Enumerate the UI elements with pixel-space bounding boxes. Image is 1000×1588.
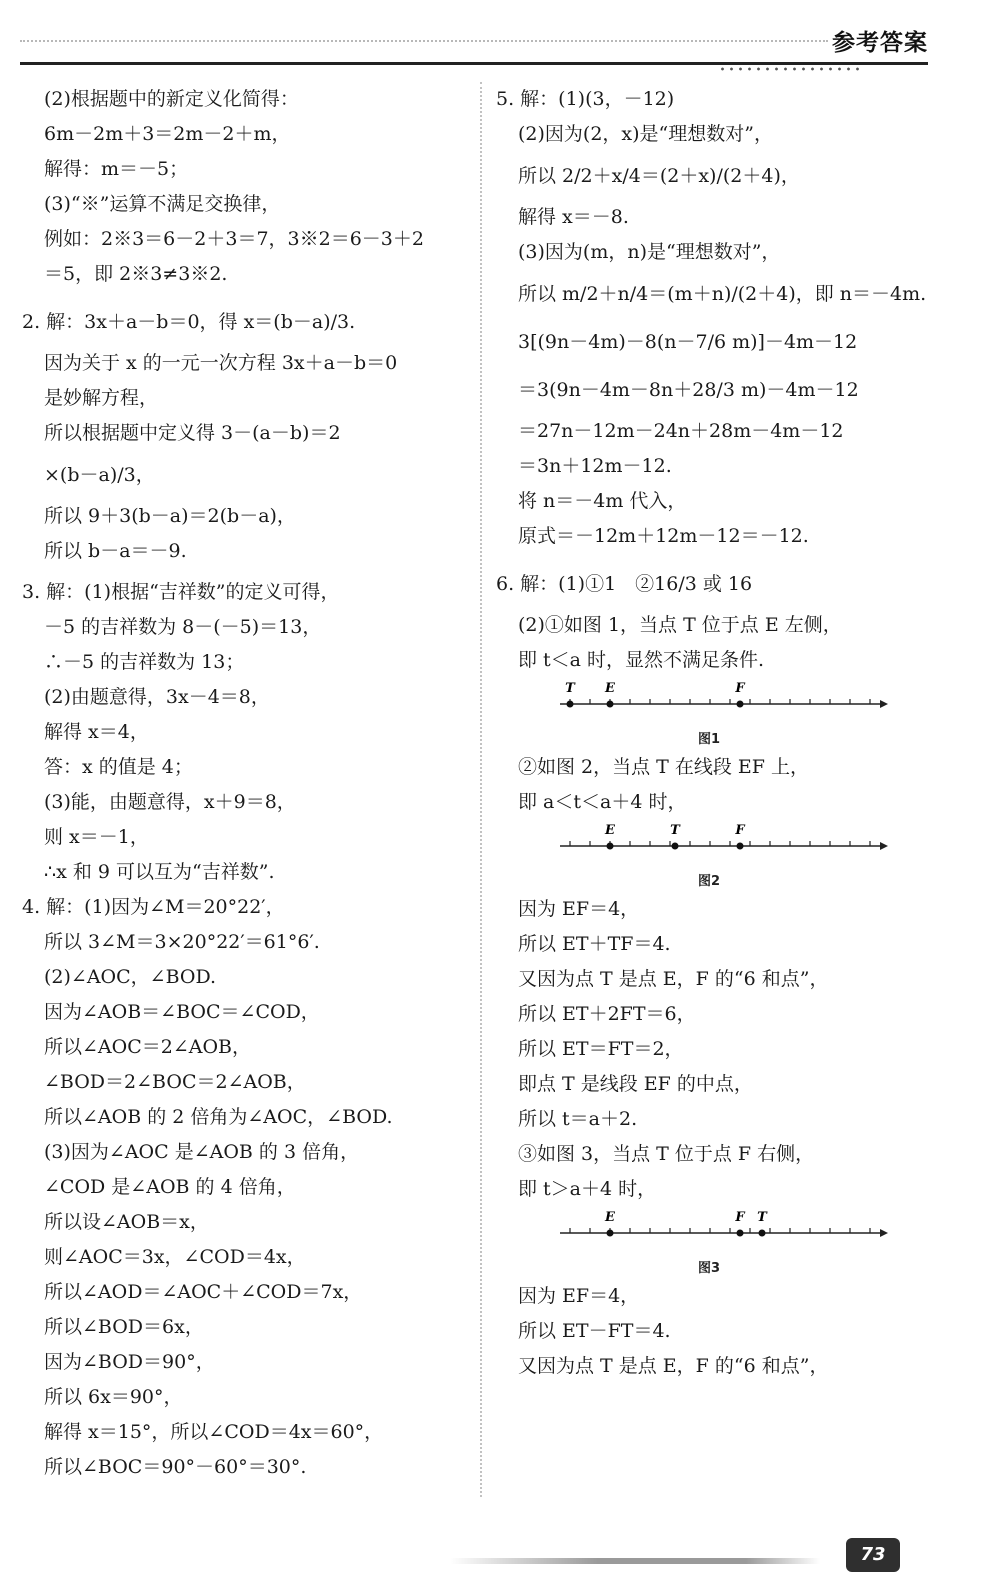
text-line: 即点 T 是线段 EF 的中点， — [518, 1073, 753, 1095]
text-line: 将 n＝－4m 代入， — [518, 490, 687, 512]
text-line: 因为∠AOB＝∠BOC＝∠COD， — [44, 1001, 320, 1023]
text-line: 所以 9＋3(b－a)＝2(b－a)， — [44, 505, 296, 527]
text-line: (3)因为(m，n)是“理想数对”， — [518, 241, 781, 263]
text-line: 是妙解方程， — [44, 387, 159, 409]
text-line: (2)根据题中的新定义化简得： — [44, 88, 299, 110]
text-line: 例如：2※3＝6－2＋3＝7，3※2＝6－3＋2 — [44, 228, 424, 250]
question-5-heading: 5. 解：(1)(3，－12) — [496, 88, 675, 110]
text-line: －5 的吉祥数为 8－(－5)＝13， — [44, 616, 322, 638]
question-2-heading: 2. 解：3x＋a－b＝0，得 x＝(b－a)/3. — [22, 311, 356, 333]
text-line: 则 x＝－1， — [44, 826, 149, 848]
text-line: ∠COD 是∠AOB 的 4 倍角， — [44, 1176, 296, 1198]
text-line: ＝5，即 2※3≠3※2. — [44, 263, 228, 285]
text-line: 因为∠BOD＝90°， — [44, 1351, 215, 1373]
label-t: T — [565, 681, 575, 696]
figure-3-caption: 图3 — [698, 1261, 721, 1276]
text-line: ∴x 和 9 可以互为“吉祥数”. — [44, 861, 275, 883]
page-number: 73 — [846, 1538, 900, 1572]
text-line: 所以 ET－FT＝4. — [518, 1320, 671, 1342]
text-line: 所以设∠AOB＝x， — [44, 1211, 209, 1233]
text-line: 解得：m＝－5； — [44, 158, 189, 180]
point-t — [672, 843, 679, 850]
figure-3-number-line — [550, 1207, 936, 1279]
text-line: 解得 x＝15°，所以∠COD＝4x＝60°， — [44, 1421, 384, 1443]
figure-1-svg — [550, 678, 890, 726]
figure-3-svg — [550, 1207, 890, 1255]
text-line: 又因为点 T 是点 E，F 的“6 和点”， — [518, 1355, 829, 1377]
axis-arrow — [880, 1229, 888, 1237]
text-line: 所以 b－a＝－9. — [44, 540, 187, 562]
axis-arrow — [880, 842, 888, 850]
point-f — [737, 701, 744, 708]
point-e — [607, 1230, 614, 1237]
text-line: 所以 m/2＋n/4＝(m＋n)/(2＋4)，即 n＝－4m. — [518, 283, 927, 305]
text-line: 所以 ET＋2FT＝6， — [518, 1003, 696, 1025]
axis-arrow — [880, 700, 888, 708]
header-dot-band — [718, 66, 864, 72]
text-line: 3[(9n－4m)－8(n－7/6 m)]－4m－12 — [518, 331, 858, 353]
figure-2-caption: 图2 — [698, 874, 721, 889]
question-4-heading: 4. 解：(1)因为∠M＝20°22′， — [22, 896, 285, 918]
label-e: E — [605, 1210, 615, 1225]
point-f — [737, 843, 744, 850]
tick-marks — [570, 1228, 870, 1233]
tick-marks — [570, 841, 870, 846]
header-rule — [20, 62, 928, 65]
text-line: 所以∠AOD＝∠AOC＋∠COD＝7x， — [44, 1281, 363, 1303]
text-line: (3)“※”运算不满足交换律， — [44, 193, 281, 215]
label-t: T — [670, 823, 680, 838]
text-line: (2)因为(2，x)是“理想数对”， — [518, 123, 773, 145]
text-line: (2)∠AOC，∠BOD. — [44, 966, 217, 988]
text-line: ∴－5 的吉祥数为 13； — [44, 651, 245, 673]
text-line: (3)因为∠AOC 是∠AOB 的 3 倍角， — [44, 1141, 360, 1163]
question-6-heading: 6. 解：(1)①1 ②16/3 或 16 — [496, 573, 753, 595]
text-line: (2)①如图 1，当点 T 位于点 E 左侧， — [518, 614, 842, 636]
question-3-heading: 3. 解：(1)根据“吉祥数”的定义可得， — [22, 581, 340, 603]
text-line: (3)能，由题意得，x＋9＝8， — [44, 791, 296, 813]
point-t — [759, 1230, 766, 1237]
label-e: E — [605, 823, 615, 838]
text-line: 所以 ET＋TF＝4. — [518, 933, 671, 955]
header-dotted-rule — [20, 40, 828, 42]
figure-2-svg — [550, 820, 890, 868]
text-line: 即 t＞a＋4 时， — [518, 1178, 657, 1200]
text-line: 所以根据题中定义得 3－(a－b)＝2 — [44, 422, 341, 444]
text-line: 则∠AOC＝3x，∠COD＝4x， — [44, 1246, 306, 1268]
text-line: 所以 t＝a＋2. — [518, 1108, 638, 1130]
text-line: 原式＝－12m＋12m－12＝－12. — [518, 525, 809, 547]
text-line: 6m－2m＋3＝2m－2＋m， — [44, 123, 291, 145]
text-line: 所以∠BOC＝90°－60°＝30°. — [44, 1456, 307, 1478]
text-line: 所以∠AOB 的 2 倍角为∠AOC，∠BOD. — [44, 1106, 393, 1128]
label-f: F — [735, 823, 745, 838]
figure-2-number-line — [550, 820, 936, 892]
text-line: ＝3n＋12m－12. — [518, 455, 672, 477]
text-line: 又因为点 T 是点 E，F 的“6 和点”， — [518, 968, 829, 990]
figure-1-number-line — [550, 678, 936, 750]
text-line: 所以 2/2＋x/4＝(2＋x)/(2＋4)， — [518, 165, 800, 187]
text-line: 因为 EF＝4， — [518, 1285, 640, 1307]
text-line: ＝27n－12m－24n＋28m－4m－12 — [518, 420, 844, 442]
right-column — [496, 82, 936, 1384]
text-line: 所以∠AOC＝2∠AOB， — [44, 1036, 252, 1058]
text-line: 所以∠BOD＝6x， — [44, 1316, 204, 1338]
text-line: 答：x 的值是 4； — [44, 756, 193, 778]
text-line: (2)由题意得，3x－4＝8， — [44, 686, 270, 708]
text-line: 即 t＜a 时，显然不满足条件. — [518, 649, 765, 671]
text-line: ③如图 3，当点 T 位于点 F 右侧， — [518, 1143, 815, 1165]
text-line: 所以 6x＝90°， — [44, 1386, 183, 1408]
text-line: ∠BOD＝2∠BOC＝2∠AOB， — [44, 1071, 306, 1093]
label-f: F — [735, 1210, 745, 1225]
tick-marks — [570, 699, 870, 704]
text-line: 因为 EF＝4， — [518, 898, 640, 920]
label-f: F — [735, 681, 745, 696]
text-line: 即 a＜t＜a＋4 时， — [518, 791, 687, 813]
text-line: 解得 x＝4， — [44, 721, 149, 743]
label-t: T — [757, 1210, 767, 1225]
point-e — [607, 843, 614, 850]
point-f — [737, 1230, 744, 1237]
column-divider — [480, 82, 482, 1497]
figure-1-caption: 图1 — [698, 732, 721, 747]
text-line: 所以 ET＝FT＝2， — [518, 1038, 684, 1060]
text-line: ＝3(9n－4m－8n＋28/3 m)－4m－12 — [518, 379, 859, 401]
left-column — [22, 82, 470, 1485]
point-t — [567, 701, 574, 708]
text-line: 所以 3∠M＝3×20°22′＝61°6′. — [44, 931, 320, 953]
label-e: E — [605, 681, 615, 696]
footer-band — [450, 1558, 820, 1564]
text-line: 解得 x＝－8. — [518, 206, 629, 228]
text-line: 因为关于 x 的一元一次方程 3x＋a－b＝0 — [44, 352, 398, 374]
point-e — [607, 701, 614, 708]
text-line: ②如图 2，当点 T 在线段 EF 上， — [518, 756, 810, 778]
text-line: ×(b－a)/3， — [44, 464, 155, 486]
page-header-title: 参考答案 — [832, 30, 928, 56]
